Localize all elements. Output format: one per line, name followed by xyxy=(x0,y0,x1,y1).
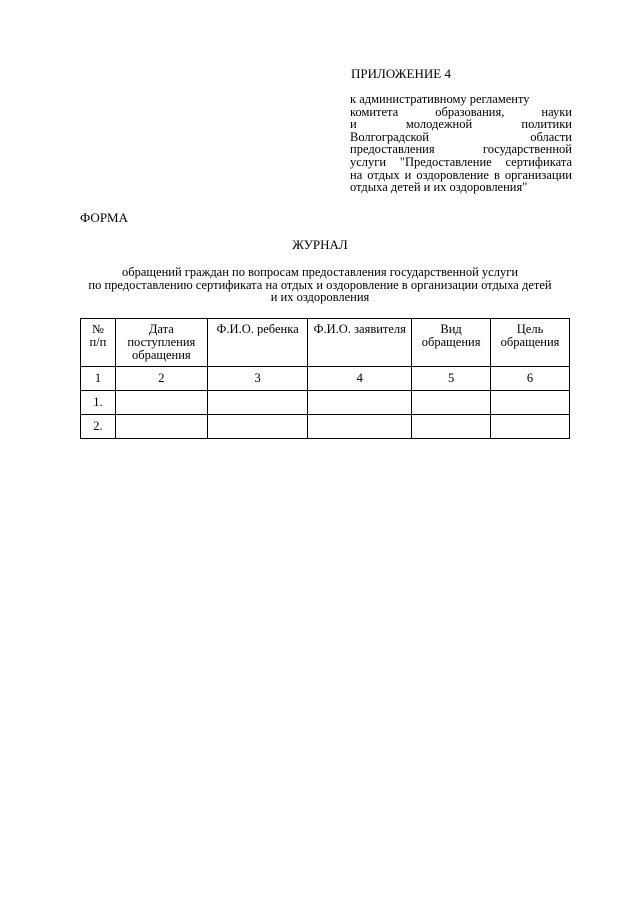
table-cell xyxy=(207,391,308,415)
header-line: Вид xyxy=(440,322,462,336)
column-number: 5 xyxy=(412,367,491,391)
table-cell xyxy=(491,415,570,439)
appendix-line: отдыха детей и их оздоровления" xyxy=(350,180,528,195)
column-number: 3 xyxy=(207,367,308,391)
header-line: Дата xyxy=(148,322,174,336)
table-cell xyxy=(115,391,207,415)
appendix-line: предоставления государственной xyxy=(350,142,572,157)
journal-subtitle-line: обращений граждан по вопросам предоставления государственной услуги xyxy=(121,265,519,279)
journal-subtitle-line: и их оздоровления xyxy=(270,290,370,304)
table-cell xyxy=(115,415,207,439)
column-numbering-row xyxy=(81,367,570,391)
header-line: обращения xyxy=(421,335,481,349)
table-cell xyxy=(412,415,491,439)
row-number: 2. xyxy=(81,415,116,439)
header-line: обращения xyxy=(131,348,191,362)
header-request-type xyxy=(412,319,491,367)
header-request-purpose xyxy=(491,319,570,367)
header-line: п/п xyxy=(89,335,107,349)
header-line: Ф.И.О. ребенка xyxy=(216,322,299,336)
appendix-line: и молодежной политики xyxy=(350,117,572,132)
column-number: 1 xyxy=(81,367,116,391)
appendix-line: к административному регламенту xyxy=(350,92,530,106)
table-cell xyxy=(207,415,308,439)
table-cell xyxy=(308,415,412,439)
journal-table xyxy=(80,318,570,439)
table-cell xyxy=(412,391,491,415)
table-header-row xyxy=(81,319,570,367)
appendix-line: услуги "Предоставление сертификата xyxy=(350,154,572,169)
header-date xyxy=(115,319,207,367)
journal-title: ЖУРНАЛ xyxy=(292,237,348,252)
table-row xyxy=(81,415,570,439)
appendix-line: Волгоградской области xyxy=(350,129,572,144)
journal-subtitle xyxy=(70,266,570,304)
header-number xyxy=(81,319,116,367)
table-row xyxy=(81,391,570,415)
table-cell xyxy=(308,391,412,415)
appendix-line: комитета образования, науки xyxy=(350,104,572,119)
header-line: Цель xyxy=(516,322,544,336)
column-number: 4 xyxy=(308,367,412,391)
appendix-reference xyxy=(350,93,572,194)
header-child-name xyxy=(207,319,308,367)
appendix-line: на отдых и оздоровление в организации xyxy=(350,167,572,182)
appendix-title: ПРИЛОЖЕНИЕ 4 xyxy=(351,66,451,81)
table-cell xyxy=(491,391,570,415)
column-number: 6 xyxy=(491,367,570,391)
header-line: обращения xyxy=(500,335,560,349)
row-number: 1. xyxy=(81,391,116,415)
form-label: ФОРМА xyxy=(80,210,128,225)
header-applicant-name xyxy=(308,319,412,367)
header-line: № xyxy=(91,322,104,336)
header-line: Ф.И.О. заявителя xyxy=(313,322,406,336)
header-line: поступления xyxy=(127,335,196,349)
journal-subtitle-line: по предоставлению сертификата на отдых и оздоровление в организации отдыха детей xyxy=(88,277,552,292)
column-number: 2 xyxy=(115,367,207,391)
